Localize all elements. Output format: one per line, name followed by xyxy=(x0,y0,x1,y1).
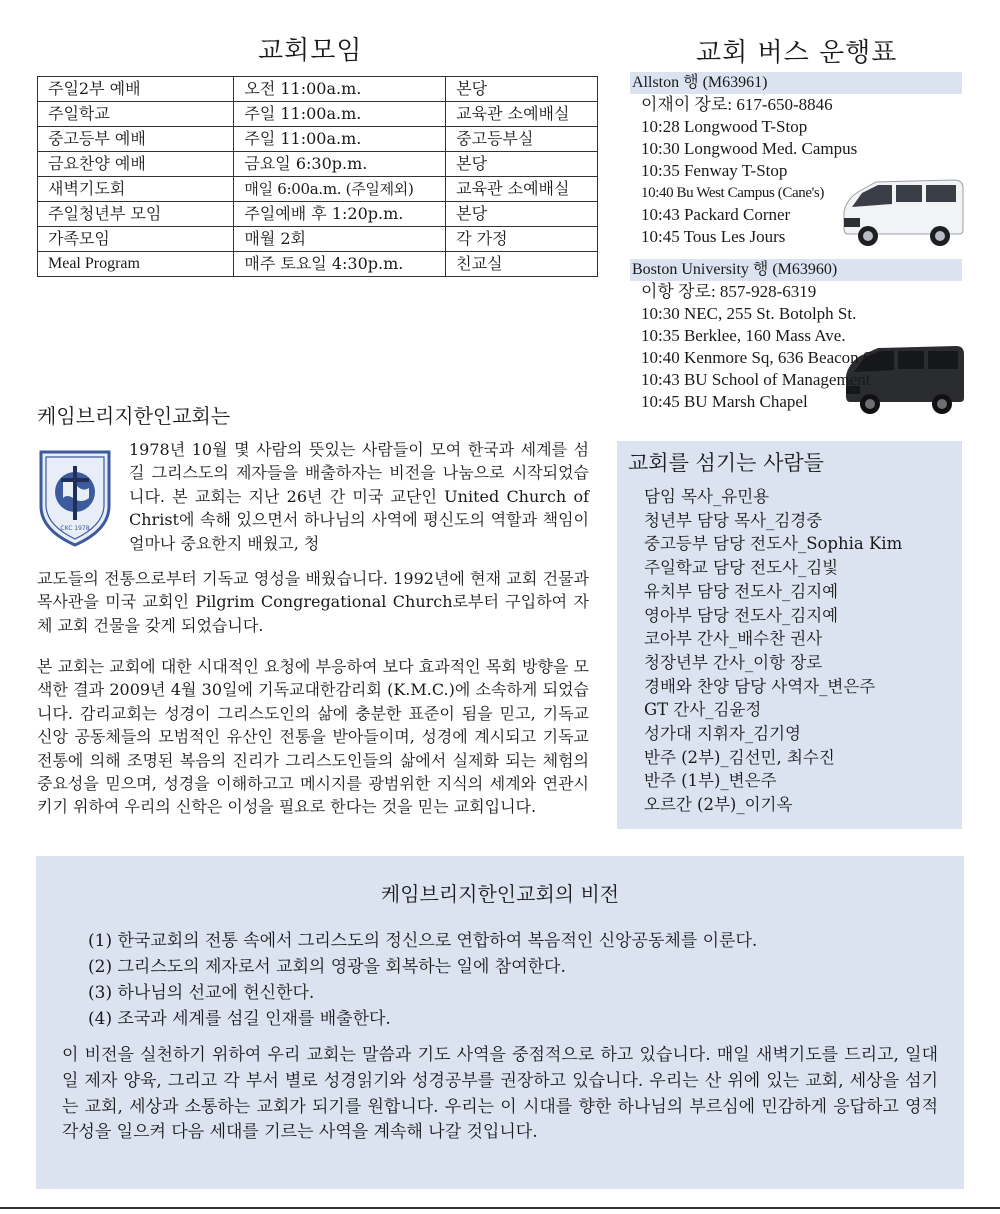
meeting-place: 친교실 xyxy=(446,252,598,277)
route-stop: 10:35 Berklee, 160 Mass Ave. xyxy=(641,326,846,345)
route-stop: 10:35 Fenway T-Stop xyxy=(641,161,788,180)
meeting-name: Meal Program xyxy=(38,252,234,277)
list-item: 청장년부 간사_이항 장로 xyxy=(644,652,823,672)
bus-schedule-title: 교회 버스 운행표 xyxy=(696,38,898,68)
vision-title: 케임브리지한인교회의 비전 xyxy=(380,882,620,906)
meeting-name: 새벽기도회 xyxy=(38,177,234,202)
meetings-table xyxy=(37,76,598,277)
list-item: 성가대 지휘자_김기영 xyxy=(644,724,801,744)
meeting-name: 금요찬양 예배 xyxy=(38,152,234,177)
route-stop: 10:30 Longwood Med. Campus xyxy=(641,139,858,158)
meeting-name: 중고등부 예배 xyxy=(38,127,234,152)
table-row xyxy=(38,152,598,177)
meeting-place: 본당 xyxy=(446,202,598,227)
meeting-time: 금요일 6:30p.m. xyxy=(234,152,446,177)
about-title: 케임브리지한인교회는 xyxy=(37,404,231,428)
list-item: (1) 한국교회의 전통 속에서 그리스도의 정신으로 연합하여 복음적인 신앙공동체를 이룬다. xyxy=(88,931,758,951)
table-row xyxy=(38,127,598,152)
route-stop: 10:43 BU School of Management xyxy=(641,370,871,389)
route-stop: 10:40 Bu West Campus (Cane's) xyxy=(641,185,824,201)
route-contact: 이재이 장로: 617-650-8846 xyxy=(641,95,833,114)
table-row xyxy=(38,227,598,252)
bottom-divider xyxy=(0,1207,1000,1209)
meeting-name: 가족모임 xyxy=(38,227,234,252)
svg-text:CKC 1978: CKC 1978 xyxy=(60,525,90,532)
table-row xyxy=(38,177,598,202)
list-item: GT 간사_김윤정 xyxy=(644,700,762,720)
list-item: 영아부 담당 전도사_김지예 xyxy=(644,605,839,625)
meeting-place: 각 가정 xyxy=(446,227,598,252)
meeting-place: 본당 xyxy=(446,152,598,177)
list-item: 경배와 찬양 담당 사역자_변은주 xyxy=(644,676,876,696)
meeting-name: 주일2부 예배 xyxy=(38,77,234,102)
list-item: 담임 목사_유민용 xyxy=(644,487,770,506)
servants-list xyxy=(644,485,902,817)
table-row xyxy=(38,102,598,127)
list-item: 코아부 간사_배수찬 권사 xyxy=(644,629,823,649)
list-item: 주일학교 담당 전도사_김빛 xyxy=(644,558,839,578)
meetings-title: 교회모임 xyxy=(258,36,363,66)
vision-box xyxy=(36,856,964,1189)
list-item: 청년부 담당 목사_김경중 xyxy=(644,510,823,530)
meeting-time: 매월 2회 xyxy=(234,227,446,252)
route-stop: 10:28 Longwood T-Stop xyxy=(641,117,808,136)
church-crest-logo xyxy=(37,448,113,548)
meeting-place: 교육관 소예배실 xyxy=(446,102,598,127)
vision-body: 이 비전을 실천하기 위하여 우리 교회는 말씀과 기도 사역을 중점적으로 하고 있습니다. 매일 새벽기도를 드리고, 일대일 제자 양육, 그리고 각 부서 별로 성경읽기와 성경공부를 권장하고 있습니다. 우리는 산 위에 있는 교회, 세상을 섬기는 교회, 세상과 소통하는 교회가 되기를 원합니다. 우리는 이 시대를 향한 하나님의 부르심에 민감하게 응답하고 영적 각성을 일으켜 다음 세대를 기르는 사역을 계속해 나갈 것입니다. xyxy=(62,1045,938,1143)
vision-list xyxy=(88,928,757,1032)
about-paragraph-1-rest: 교도들의 전통으로부터 기독교 영성을 배웠습니다. 1992년에 현재 교회 건물과 목사관을 미국 교회인 Pilgrim Congregational Church로부터 구입하여 자체 교회 건물을 갖게 되었습니다. xyxy=(37,569,589,635)
list-item: 오르간 (2부)_이기옥 xyxy=(644,795,793,815)
meeting-place: 교육관 소예배실 xyxy=(446,177,598,202)
table-row xyxy=(38,77,598,102)
white-van-image xyxy=(838,176,968,248)
route-stop: 10:45 Tous Les Jours xyxy=(641,227,786,246)
route-stop: 10:43 Packard Corner xyxy=(641,205,791,224)
route-header-allston: Allston 행 (M63961) xyxy=(630,72,962,94)
route-stop: 10:40 Kenmore Sq, 636 Beacon St. xyxy=(641,348,882,367)
table-row xyxy=(38,202,598,227)
list-item: (3) 하나님의 선교에 헌신한다. xyxy=(88,983,315,1003)
meeting-name: 주일청년부 모임 xyxy=(38,202,234,227)
route-header-bu: Boston University 행 (M63960) xyxy=(630,259,962,281)
meeting-name: 주일학교 xyxy=(38,102,234,127)
meeting-time: 주일 11:00a.m. xyxy=(234,102,446,127)
list-item: (2) 그리스도의 제자로서 교회의 영광을 회복하는 일에 참여한다. xyxy=(88,957,566,977)
meeting-time: 매주 토요일 4:30p.m. xyxy=(234,252,446,277)
meeting-place: 중고등부실 xyxy=(446,127,598,152)
about-paragraph-2: 본 교회는 교회에 대한 시대적인 요청에 부응하여 보다 효과적인 목회 방향을 모색한 결과 2009년 4월 30일에 기독교대한감리회 (K.M.C.)에 소속하게 되었습니다. 감리교회는 성경이 그리스도인의 삶에 충분한 표준이 됨을 믿고, 기독교 신앙 공동체들의 모범적인 유산인 전통을 받아들이며, 성경에 계시되고 기독교 전통에 의해 조명된 복음의 진리가 그리스도인들의 삶에서 실제화 되는 체험의 중요성을 믿으며, 성경을 이해하고고 메시지를 광범위한 지식의 세계와 연관시키기 위하여 우리의 신학은 이성을 필요로 한다는 것을 믿는 교회입니다. xyxy=(37,657,589,817)
route-stop: 10:45 BU Marsh Chapel xyxy=(641,392,808,411)
list-item: 유치부 담당 전도사_김지예 xyxy=(644,581,839,601)
route-contact: 이항 장로: 857-928-6319 xyxy=(641,282,817,301)
servants-title: 교회를 섬기는 사람들 xyxy=(628,451,824,475)
list-item: 반주 (1부)_변은주 xyxy=(644,771,777,791)
meeting-time: 오전 11:00a.m. xyxy=(234,77,446,102)
about-paragraph-1-lead: 1978년 10월 몇 사람의 뜻있는 사람들이 모여 한국과 세계를 섬길 그리스도의 제자들을 배출하자는 비전을 나눔으로 시작되었습니다. 본 교회는 지난 26년 간 미국 교단인 United Church of Christ에 속해 있으면서 하나님의 사역에 평신도의 역할과 책임이 얼마나 중요한지 배웠고, 청 xyxy=(129,440,589,553)
route-stop: 10:30 NEC, 255 St. Botolph St. xyxy=(641,304,857,323)
table-row xyxy=(38,252,598,277)
meeting-time: 주일예배 후 1:20p.m. xyxy=(234,202,446,227)
meeting-time: 주일 11:00a.m. xyxy=(234,127,446,152)
meeting-time: 매일 6:00a.m. (주일제외) xyxy=(234,177,446,202)
meeting-place: 본당 xyxy=(446,77,598,102)
list-item: 중고등부 담당 전도사_Sophia Kim xyxy=(644,534,903,554)
list-item: 반주 (2부)_김선민, 최수진 xyxy=(644,747,835,767)
servants-box xyxy=(617,441,962,829)
list-item: (4) 조국과 세계를 섬길 인재를 배출한다. xyxy=(88,1009,391,1029)
